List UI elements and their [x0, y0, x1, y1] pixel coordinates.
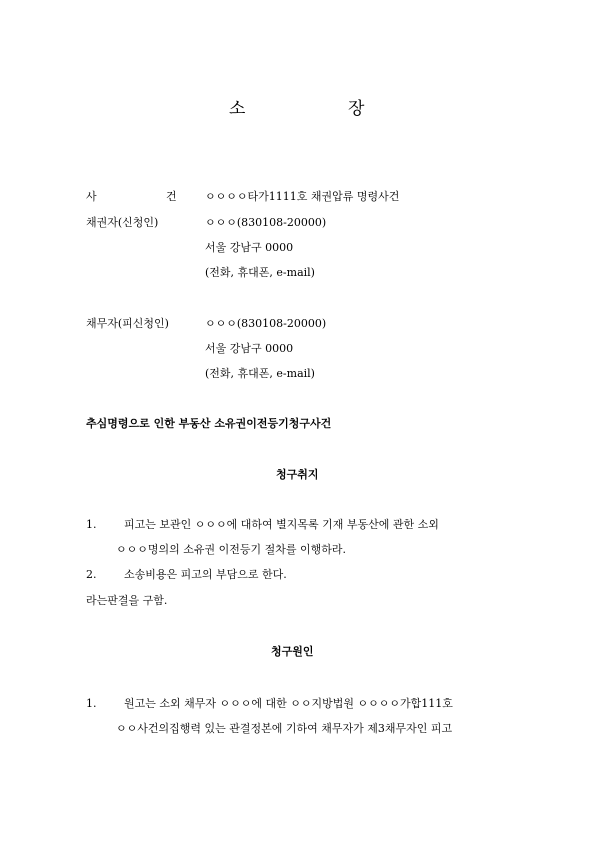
case-title: 추심명령으로 인한 부동산 소유권이전등기청구사건 — [86, 417, 332, 430]
claim-1-line1: 피고는 보관인 ㅇㅇㅇ에 대하여 별지목록 기재 부동산에 관한 소외 — [124, 518, 439, 531]
claim-purpose-heading: 청구취지 — [276, 468, 319, 481]
claim-cause-heading: 청구원인 — [271, 645, 314, 658]
claim-1-line2: ㅇㅇㅇ명의의 소유권 이전등기 절차를 이행하라. — [116, 543, 347, 556]
cause-1-line1: 원고는 소외 채무자 ㅇㅇㅇ에 대한 ㅇㅇ지방법원 ㅇㅇㅇㅇ가합111호 — [124, 697, 453, 710]
claim-2-line1: 소송비용은 피고의 부담으로 한다. — [124, 568, 287, 581]
creditor-contact: (전화, 휴대폰, e-mail) — [205, 266, 315, 279]
claim-2-number: 2. — [86, 568, 97, 581]
title-char-right: 장 — [348, 99, 365, 119]
claim-1-number: 1. — [86, 518, 97, 531]
closing-text: 라는판결을 구함. — [86, 594, 168, 607]
case-label-left: 사 — [86, 190, 97, 203]
title-char-left: 소 — [229, 99, 246, 119]
creditor-address: 서울 강남구 0000 — [205, 241, 294, 254]
debtor-label: 채무자(피신청인) — [86, 317, 169, 330]
debtor-name: ㅇㅇㅇ(830108-20000) — [205, 317, 327, 330]
cause-1-number: 1. — [86, 697, 97, 710]
case-label-right: 건 — [166, 190, 177, 203]
case-value: ㅇㅇㅇㅇ타가1111호 채권압류 명령사건 — [205, 190, 400, 203]
creditor-label: 채권자(신청인) — [86, 216, 159, 229]
debtor-contact: (전화, 휴대폰, e-mail) — [205, 367, 315, 380]
debtor-address: 서울 강남구 0000 — [205, 342, 294, 355]
cause-1-line2: ㅇㅇ사건의집행력 있는 관결정본에 기하여 채무자가 제3채무자인 피고 — [116, 722, 453, 735]
creditor-name: ㅇㅇㅇ(830108-20000) — [205, 216, 327, 229]
